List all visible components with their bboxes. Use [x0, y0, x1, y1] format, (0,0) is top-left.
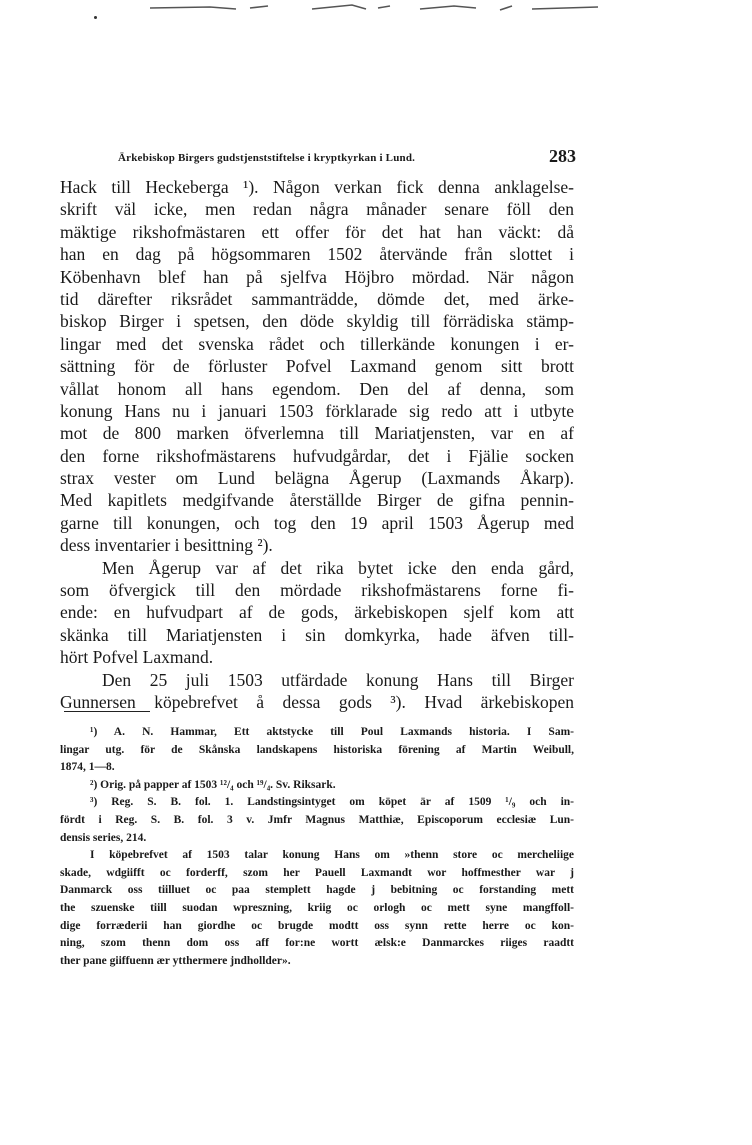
- footnote-line: densis series, 214.: [60, 831, 147, 844]
- body-line: dess inventarier i besittning ²).: [60, 535, 273, 556]
- body-line: hört Pofvel Laxmand.: [60, 647, 214, 668]
- footnote-line: 1874, 1—8.: [60, 761, 115, 774]
- body-line: den forne rikshofmästarens hufvudgårdar, det i Fjälie socken: [60, 445, 574, 466]
- body-line: Med kapitlets medgifvande återställde Birger de gifna pennin-: [60, 490, 574, 511]
- footnote-line: ²) Orig. på papper af 1503 ¹²/₄ och ¹⁹/₄. Sv. Riksark.: [90, 778, 336, 791]
- body-line: biskop Birger i spetsen, den döde skyldig till förrädiska stämp-: [60, 311, 574, 332]
- body-text: [60, 176, 574, 713]
- body-line: garne till konungen, och tog den 19 april 1503 Ågerup med: [60, 512, 574, 533]
- footnotes: [60, 724, 574, 970]
- footnote-rule: [64, 711, 150, 712]
- body-line: Men Ågerup var af det rika bytet icke den enda gård,: [102, 557, 574, 578]
- body-line: skrift väl icke, men redan några månader senare föll den: [60, 199, 574, 220]
- scan-speck: [94, 16, 97, 19]
- body-line: mot de 800 marken öfverlemna till Mariatjensten, var en af: [60, 423, 574, 444]
- body-line: vållat honom all hans egendom. Den del af denna, som: [60, 378, 574, 399]
- footnote-line: lingar utg. för de Skånska landskapens historiska förening af Martin Weibull,: [60, 743, 574, 756]
- footnote-line: fördt i Reg. S. B. fol. 3 v. Jmfr Magnus Matthiæ, Episcoporum ecclesiæ Lun-: [60, 813, 574, 826]
- body-line: tid därefter riksrådet sammanträdde, dömde det, med ärke-: [60, 288, 574, 309]
- running-head: [118, 146, 576, 170]
- scan-artifact-top: [140, 0, 600, 16]
- footnote-line: ning, szom thenn dom oss aff for:ne wortt ælsk:e Danmarckes riiges raadtt: [60, 937, 574, 950]
- body-line: som öfvergick till den mördade rikshofmästarens forne fi-: [60, 580, 574, 601]
- footnote-line: dige forræderii han giordhe oc brugde modtt oss synn rette herre oc kon-: [60, 919, 574, 932]
- body-line: konung Hans nu i januari 1503 förklarade sig redo att i utbyte: [60, 400, 574, 421]
- body-line: han en dag på högsommaren 1502 återvände från slottet i: [60, 244, 574, 265]
- running-title: Ärkebiskop Birgers gudstjenststiftelse i kryptkyrkan i Lund.: [118, 152, 416, 164]
- footnote-line: ¹) A. N. Hammar, Ett aktstycke till Poul Laxmands historia. I Sam-: [90, 726, 574, 738]
- body-line: lingar med det svenska rådet och tillerkände konungen i er-: [60, 333, 574, 354]
- footnote-line: the szuenske tiill suodan wpreszning, kriig oc orlogh oc mett syne mangffoll-: [60, 901, 574, 914]
- footnote-line: ther pane giiffuenn ær ytthermere jndhollder».: [60, 954, 291, 967]
- body-line: strax vester om Lund belägna Ågerup (Laxmands Åkarp).: [60, 468, 574, 489]
- footnote-line: ³) Reg. S. B. fol. 1. Landstingsintyget om köpet är af 1509 ¹/₉ och in-: [90, 796, 574, 809]
- footnote-line: I köpebrefvet af 1503 talar konung Hans om »thenn store oc mercheliige: [90, 849, 574, 862]
- footnote-line: Danmarck oss tiilluet oc paa stemplett hagde j bebitning oc forstanding mett: [60, 884, 574, 897]
- body-line: Den 25 juli 1503 utfärdade konung Hans till Birger: [102, 669, 574, 690]
- body-line: mäktige rikshofmästaren ett offer för det hat han väckt: då: [60, 221, 574, 242]
- page-number: 283: [549, 146, 576, 166]
- body-line: Hack till Heckeberga ¹). Någon verkan fick denna anklagelse-: [60, 177, 574, 197]
- body-line: sättning för de förluster Pofvel Laxmand genom sitt brott: [60, 356, 574, 377]
- body-line: skänka till Mariatjensten i sin domkyrka, hade äfven till-: [60, 624, 574, 645]
- body-line: Gunnersen köpebrefvet å dessa gods ³). Hvad ärkebiskopen: [60, 691, 574, 712]
- footnote-line: skade, wdgiifft oc forderff, szom her Pauell Laxmandt wor hoffmesther war j: [60, 866, 574, 879]
- body-line: Köbenhavn blef han på sjelfva Höjbro mördad. När någon: [60, 266, 574, 287]
- body-line: ende: en hufvudpart af de gods, ärkebiskopen sjelf kom att: [60, 602, 574, 623]
